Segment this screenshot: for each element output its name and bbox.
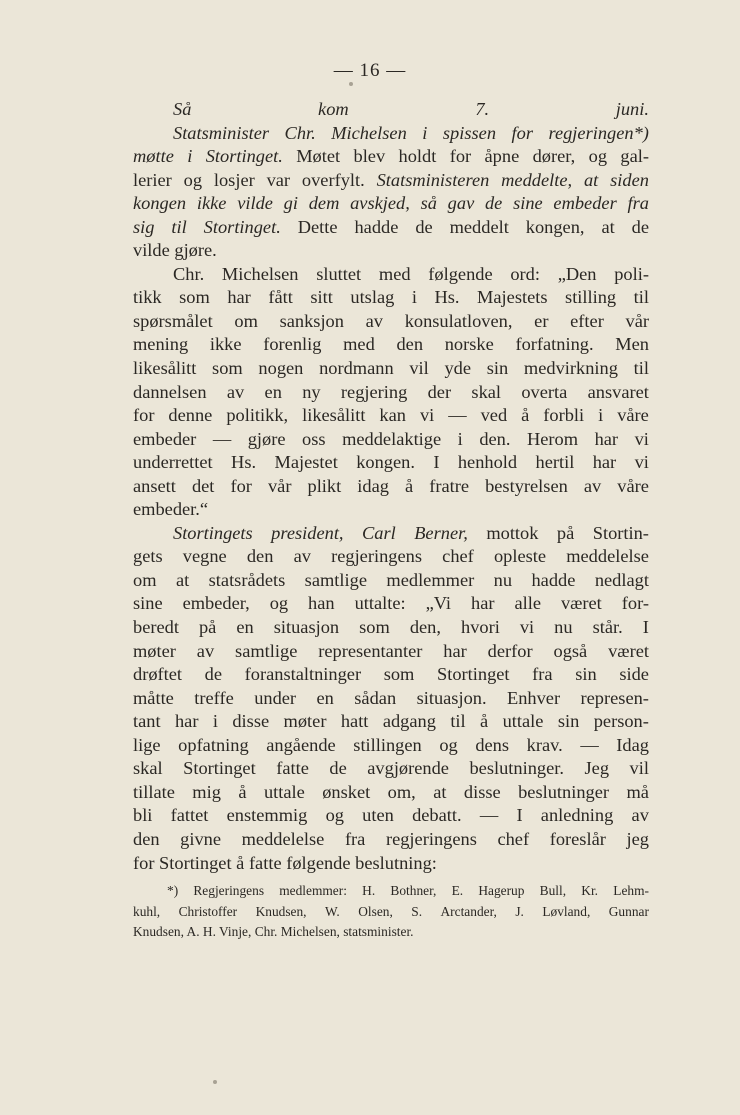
text-line: om at statsrådets samtlige medlemmer nu hadde nedlagt [133, 569, 649, 590]
text-line: Så kom 7. juni. [173, 99, 649, 119]
text-line: embeder — gjøre oss meddelaktige i den. Herom har vi [133, 428, 649, 449]
text-line: for denne politikk, likesålitt kan vi — ved å forbli i våre [133, 405, 649, 426]
page-number: — 16 — [333, 60, 407, 81]
text-line: sine embeder, og han uttalte: „Vi har alle været for- [133, 593, 649, 614]
text-line: mening ikke forenlig med den norske forfatning. Men [133, 334, 649, 355]
text-line: måtte treffe under en sådan situasjon. Enhver represen- [133, 687, 649, 708]
text-line: den givne meddelelse fra regjeringens chef foreslår jeg [133, 828, 649, 849]
text-line: tillate mig å uttale ønsket om, at disse beslutninger må [133, 781, 649, 802]
text-line: tant har i disse møter hatt adgang til å uttale sin person- [133, 711, 649, 732]
text-line: Statsminister Chr. Michelsen i spissen for regjeringen*) [173, 122, 649, 143]
text-line: møter av samtlige representanter har derfor også været [133, 640, 649, 661]
text-line: Stortingets president, Carl Berner, mottok på Stortin- [173, 522, 649, 543]
text-line: tikk som har fått sitt utslag i Hs. Majestets stilling til [133, 287, 649, 308]
text-line: lerier og losjer var overfylt. Statsministeren meddelte, at siden [133, 169, 649, 190]
footnote [133, 881, 649, 943]
body-text [133, 98, 649, 875]
text-line: underrettet Hs. Majestet kongen. I henhold hertil har vi [133, 452, 649, 473]
text-line: kongen ikke vilde gi dem avskjed, så gav de sine embeder fra [133, 193, 649, 214]
footnote-line: kuhl, Christoffer Knudsen, W. Olsen, S. Arctander, J. Løvland, Gunnar [133, 903, 649, 919]
text-run: for Stortinget å fatte følgende beslutning: [133, 852, 437, 873]
text-line: ansett det for vår plikt idag å fratre bestyrelsen av våre [133, 475, 649, 496]
text-line: lige opfatning angående stillingen og dens krav. — Idag [133, 734, 649, 755]
text-line: dannelsen av en ny regjering der skal overta ansvaret [133, 381, 649, 402]
text-line: møtte i Stortinget. Møtet blev holdt for åpne dører, og gal- [133, 146, 649, 167]
text-line [133, 239, 649, 263]
text-line: spørsmålet om sanksjon av konsulatloven, er efter vår [133, 310, 649, 331]
text-line: skal Stortinget fatte de avgjørende beslutninger. Jeg vil [133, 758, 649, 779]
text-line: Chr. Michelsen sluttet med følgende ord: „Den poli- [173, 263, 649, 284]
text-line: likesålitt som nogen nordmann vil yde sin medvirkning til [133, 358, 649, 379]
paper-speck [213, 1080, 217, 1084]
footnote-line [133, 922, 649, 943]
text-run: embeder.“ [133, 499, 209, 520]
text-line [133, 852, 649, 876]
text-run: Knudsen, A. H. Vinje, Chr. Michelsen, statsminister. [133, 924, 414, 939]
text-line: gets vegne den av regjeringens chef opleste meddelelse [133, 546, 649, 567]
text-line: sig til Stortinget. Dette hadde de meddelt kongen, at de [133, 216, 649, 237]
text-run: vilde gjøre. [133, 240, 217, 261]
paper-speck [349, 82, 353, 86]
text-line: drøftet de foranstaltninger som Stortinget fra sin side [133, 664, 649, 685]
text-line: beredt på en situasjon som den, hvori vi nu står. I [133, 617, 649, 638]
text-line [133, 498, 649, 522]
footnote-line: *) Regjeringens medlemmer: H. Bothner, E. Hagerup Bull, Kr. Lehm- [167, 883, 649, 898]
text-line: bli fattet enstemmig og uten debatt. — I anledning av [133, 805, 649, 826]
